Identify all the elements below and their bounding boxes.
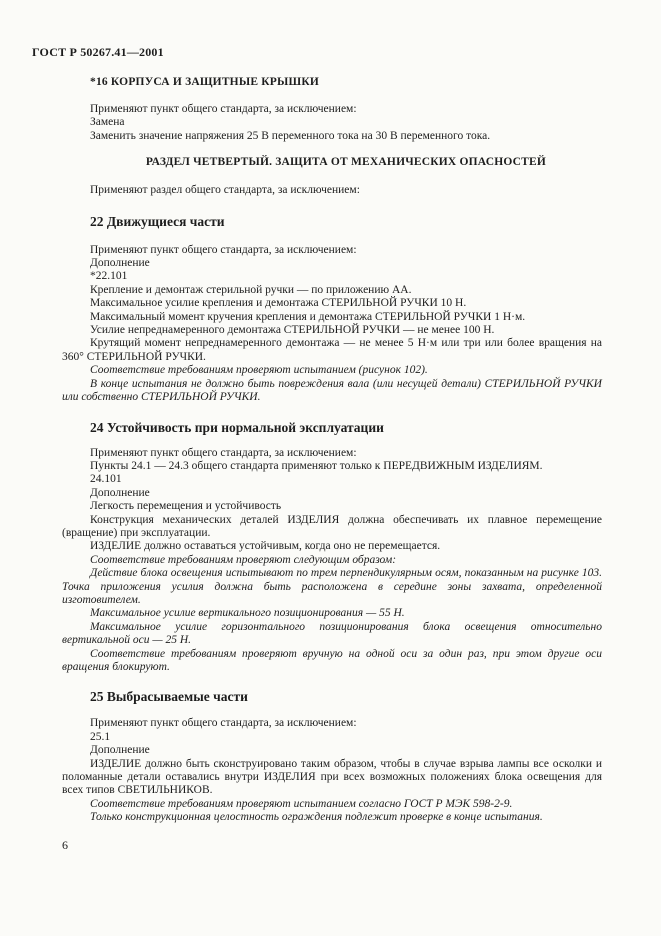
paragraph: ИЗДЕЛИЕ должно быть сконструировано таким образом, чтобы в случае взрыва лампы все осколки и поломанные детали оставались внутри ИЗДЕЛИЯ при всех возможных положениях блока освещения для всех типов СВЕТИЛЬНИКОВ.	[62, 757, 602, 797]
paragraph: Крутящий момент непреднамеренного демонтажа — не менее 5 Н·м или три или более вращения на 360° СТЕРИЛЬНОЙ РУЧКИ.	[62, 337, 602, 363]
section-25-title: 25 Выбрасываемые части	[90, 689, 248, 705]
italic-paragraph: Соответствие требованиям проверяют испытанием (рисунок 102).	[90, 364, 428, 377]
part-4-title: РАЗДЕЛ ЧЕТВЕРТЫЙ. ЗАЩИТА ОТ МЕХАНИЧЕСКИХ ОПАСНОСТЕЙ	[145, 156, 547, 169]
italic-paragraph: В конце испытания не должно быть повреждения вала (или несущей детали) СТЕРИЛЬНОЙ РУЧКИ или собственно СТЕРИЛЬНОЙ РУЧКИ.	[62, 377, 602, 404]
italic-paragraph: Соответствие требованиям проверяют испытанием согласно ГОСТ Р МЭК 598-2-9.	[90, 797, 513, 810]
document-header: ГОСТ Р 50267.41—2001	[32, 45, 164, 59]
page-number: 6	[62, 838, 68, 852]
section-16-line: Применяют пункт общего стандарта, за исключением:	[90, 103, 357, 115]
paragraph: Дополнение	[90, 486, 150, 499]
part-4-intro: Применяют раздел общего стандарта, за исключением:	[90, 184, 360, 197]
paragraph: Применяют пункт общего стандарта, за исключением:	[90, 243, 357, 256]
section-16-title: *16 КОРПУСА И ЗАЩИТНЫЕ КРЫШКИ	[90, 76, 320, 88]
paragraph: Конструкция механических деталей ИЗДЕЛИЯ должна обеспечивать их плавное перемещение (вращение) при эксплуатации.	[62, 513, 602, 539]
paragraph: Пункты 24.1 — 24.3 общего стандарта применяют только к ПЕРЕДВИЖНЫМ ИЗДЕЛИЯМ.	[90, 459, 543, 472]
italic-paragraph: Действие блока освещения испытывают по трем перпендикулярным осям, показанным на рисунке 103. Точка приложения усилия должна быть расположена в середине зоны захвата, определенной изготовителем.	[62, 567, 602, 606]
italic-paragraph: Только конструкционная целостность ограждения подлежит проверке в конце испытания.	[90, 811, 543, 824]
paragraph: 24.101	[90, 473, 122, 486]
section-24-title: 24 Устойчивость при нормальной эксплуатации	[90, 419, 384, 435]
paragraph: Легкость перемещения и устойчивость	[90, 500, 282, 513]
section-16-line: Замена	[90, 116, 125, 129]
paragraph: *22.101	[90, 270, 128, 283]
paragraph: 25.1	[90, 730, 111, 743]
paragraph: Дополнение	[90, 257, 150, 270]
paragraph: Усилие непреднамеренного демонтажа СТЕРИЛЬНОЙ РУЧКИ — не менее 100 Н.	[90, 324, 495, 337]
paragraph: Крепление и демонтаж стерильной ручки — по приложению АА.	[90, 283, 412, 296]
italic-paragraph: Максимальное усилие вертикального позиционирования — 55 Н.	[90, 607, 405, 620]
italic-paragraph: Соответствие требованиям проверяют вручную на одной оси за один раз, при этом другие оси вращения блокируют.	[62, 647, 602, 673]
paragraph: Дополнение	[90, 744, 150, 757]
paragraph: ИЗДЕЛИЕ должно оставаться устойчивым, когда оно не перемещается.	[90, 540, 441, 553]
page-content	[62, 76, 602, 825]
italic-paragraph: Соответствие требованиям проверяют следующим образом:	[90, 553, 397, 566]
paragraph: Максимальное усилие крепления и демонтажа СТЕРИЛЬНОЙ РУЧКИ 10 Н.	[90, 297, 467, 310]
italic-paragraph: Максимальное усилие горизонтального позиционирования блока освещения относительно вертикальной оси — 25 Н.	[62, 620, 602, 647]
paragraph: Применяют пункт общего стандарта, за исключением:	[90, 717, 357, 730]
paragraph: Применяют пункт общего стандарта, за исключением:	[90, 446, 357, 459]
paragraph: Максимальный момент кручения крепления и демонтажа СТЕРИЛЬНОЙ РУЧКИ 1 Н·м.	[90, 310, 526, 323]
section-16-line: Заменить значение напряжения 25 В переменного тока на 30 В переменного тока.	[90, 129, 491, 142]
section-22-title: 22 Движущиеся части	[90, 213, 225, 229]
